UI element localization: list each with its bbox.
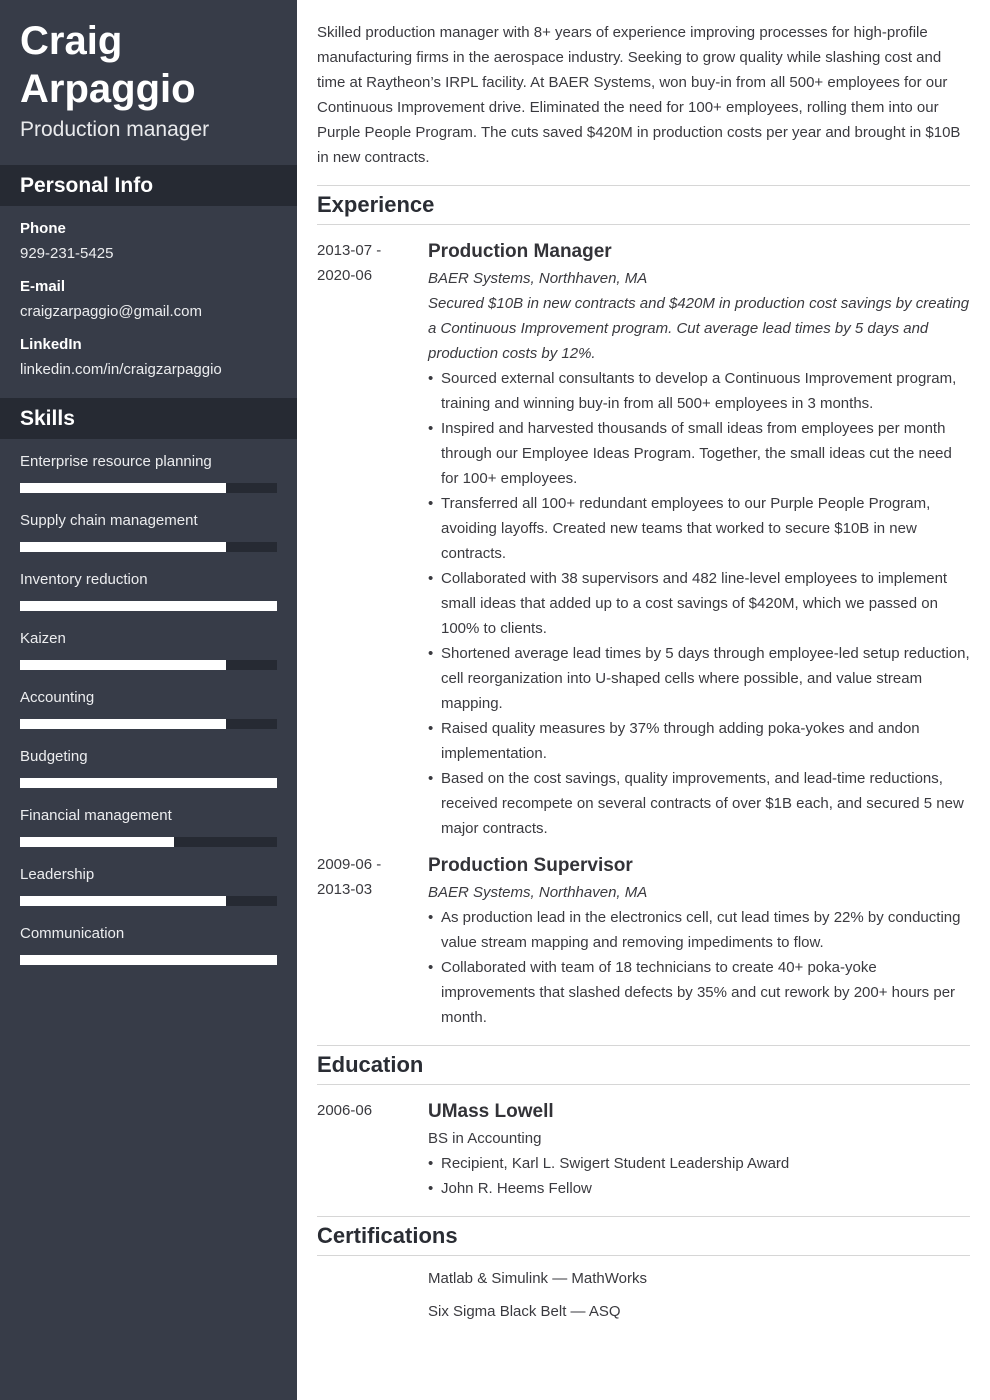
info-linkedin [20, 335, 277, 380]
skill-level-fill [20, 896, 226, 906]
personal-info [0, 206, 297, 398]
skill-item [20, 923, 277, 982]
skill-label: Budgeting [20, 748, 88, 765]
company: BAER Systems, Northhaven, MA [428, 270, 648, 287]
skill-label: Enterprise resource planning [20, 453, 212, 470]
info-phone [20, 219, 277, 264]
bullet-list [428, 1151, 970, 1201]
date-end: 2020-06 [317, 267, 373, 284]
skill-level-bar [20, 719, 277, 729]
education-heading: Education [317, 1046, 970, 1085]
info-label: E-mail [20, 278, 66, 295]
email-value: craigzarpaggio@gmail.com [20, 303, 202, 320]
skill-level-bar [20, 955, 277, 965]
last-name: Arpaggio [20, 67, 196, 111]
skill-level-bar [20, 778, 277, 788]
bullet-item: • Raised quality measures by 37% through adding poka-yokes and andon implementation. [428, 716, 970, 766]
certification-item: Six Sigma Black Belt — ASQ [428, 1303, 621, 1320]
skill-level-fill [20, 955, 277, 965]
degree: BS in Accounting [428, 1130, 542, 1147]
skill-level-bar [20, 837, 277, 847]
job-description: Secured $10B in new contracts and $420M in production cost savings by creating a Continuous Improvement program. Cut average lead times by 5 days and production costs by 12%. [428, 295, 970, 362]
company: BAER Systems, Northhaven, MA [428, 884, 648, 901]
bullet-item: • Based on the cost savings, quality improvements, and lead-time reductions, received recompete on several contracts of over $1B each, and secured 5 new major contracts. [428, 766, 970, 841]
info-email [20, 277, 277, 322]
experience-heading: Experience [317, 186, 970, 225]
skill-label: Leadership [20, 866, 95, 883]
info-label: LinkedIn [20, 336, 82, 353]
certifications-list [317, 1266, 970, 1324]
date-start: 2013-07 - [317, 242, 382, 259]
job-title: Production manager [20, 118, 210, 141]
bullet-item: • Sourced external consultants to develop a Continuous Improvement program, training and winning buy-in from all 500+ employees in 3 months. [428, 366, 970, 416]
sidebar [0, 0, 297, 1400]
first-name: Craig [20, 19, 123, 63]
skill-level-fill [20, 837, 174, 847]
education-entry [317, 1098, 970, 1201]
skill-item [20, 569, 277, 628]
experience-entry [317, 852, 970, 1030]
date-end: 2013-03 [317, 881, 373, 898]
skill-item [20, 510, 277, 569]
linkedin-value: linkedin.com/in/craigzarpaggio [20, 361, 222, 378]
entry-body [428, 852, 970, 1030]
entry-body [428, 238, 970, 841]
skill-label: Kaizen [20, 630, 66, 647]
education-list [317, 1098, 970, 1201]
bullet-item: • Inspired and harvested thousands of small ideas from employees per month through our Employee Ideas Program. Together, the small ideas cut the need for 100+ employees. [428, 416, 970, 491]
skill-item [20, 687, 277, 746]
skill-level-fill [20, 719, 226, 729]
date-start: 2009-06 - [317, 856, 382, 873]
graduation-date: 2006-06 [317, 1102, 373, 1119]
skill-item [20, 628, 277, 687]
main-content [317, 20, 970, 1332]
skill-label: Communication [20, 925, 125, 942]
skill-label: Inventory reduction [20, 571, 148, 588]
summary: Skilled production manager with 8+ years of experience improving processes for high-profile manufacturing firms in the aerospace industry. Seeking to grow quality while slashing cost and time at Raytheon’s IRPL facility. At BAER Systems, won buy-in from all 500+ employees for our Continuous Improvement drive. Eliminated the need for 100+ employees, rolling them into our Purple People Program. The cuts saved $420M in production costs per year and brought in $10B in new contracts. [317, 24, 961, 166]
skill-item [20, 746, 277, 805]
skill-level-fill [20, 601, 277, 611]
school-name: UMass Lowell [428, 1101, 554, 1122]
skill-level-bar [20, 483, 277, 493]
certification-item: Matlab & Simulink — MathWorks [428, 1270, 647, 1287]
job-title: Production Supervisor [428, 855, 633, 876]
bullet-item: • Shortened average lead times by 5 days through employee-led setup reduction, cell reorganization into U-shaped cells where possible, and value stream mapping. [428, 641, 970, 716]
certifications-heading: Certifications [317, 1217, 970, 1256]
bullet-list [428, 905, 970, 1030]
experience-list [317, 238, 970, 1030]
skill-label: Financial management [20, 807, 172, 824]
skill-item [20, 805, 277, 864]
personal-info-heading: Personal Info [0, 165, 297, 206]
job-title: Production Manager [428, 241, 612, 262]
bullet-list [428, 366, 970, 841]
bullet-item: • Collaborated with 38 supervisors and 482 line-level employees to implement small ideas that added up to a cost savings of $420M, which we passed on 100% to clients. [428, 566, 970, 641]
date-range [317, 852, 428, 1030]
skill-label: Supply chain management [20, 512, 198, 529]
skill-level-bar [20, 896, 277, 906]
date-range [317, 238, 428, 841]
experience-entry [317, 238, 970, 841]
skill-level-fill [20, 542, 226, 552]
skill-level-bar [20, 601, 277, 611]
bullet-item: • As production lead in the electronics cell, cut lead times by 22% by conducting value stream mapping and removing impediments to flow. [428, 905, 970, 955]
skill-label: Accounting [20, 689, 95, 706]
bullet-item: • Collaborated with team of 18 technicians to create 40+ poka-yoke improvements that slashed defects by 35% and cut rework by 200+ hours per month. [428, 955, 970, 1030]
bullet-item: • John R. Heems Fellow [428, 1176, 970, 1201]
skill-item [20, 451, 277, 510]
name-block [0, 0, 297, 165]
skill-level-fill [20, 483, 226, 493]
skill-level-fill [20, 778, 277, 788]
skills-heading: Skills [0, 398, 297, 439]
phone-value: 929-231-5425 [20, 245, 114, 262]
bullet-item: • Recipient, Karl L. Swigert Student Leadership Award [428, 1151, 970, 1176]
skill-level-fill [20, 660, 226, 670]
entry-body [428, 1098, 970, 1201]
bullet-item: • Transferred all 100+ redundant employees to our Purple People Program, avoiding layoffs. Created new teams that worked to secure $10B in new contracts. [428, 491, 970, 566]
skills-list [0, 439, 297, 982]
skill-level-bar [20, 660, 277, 670]
skill-level-bar [20, 542, 277, 552]
info-label: Phone [20, 220, 66, 237]
skill-item [20, 864, 277, 923]
